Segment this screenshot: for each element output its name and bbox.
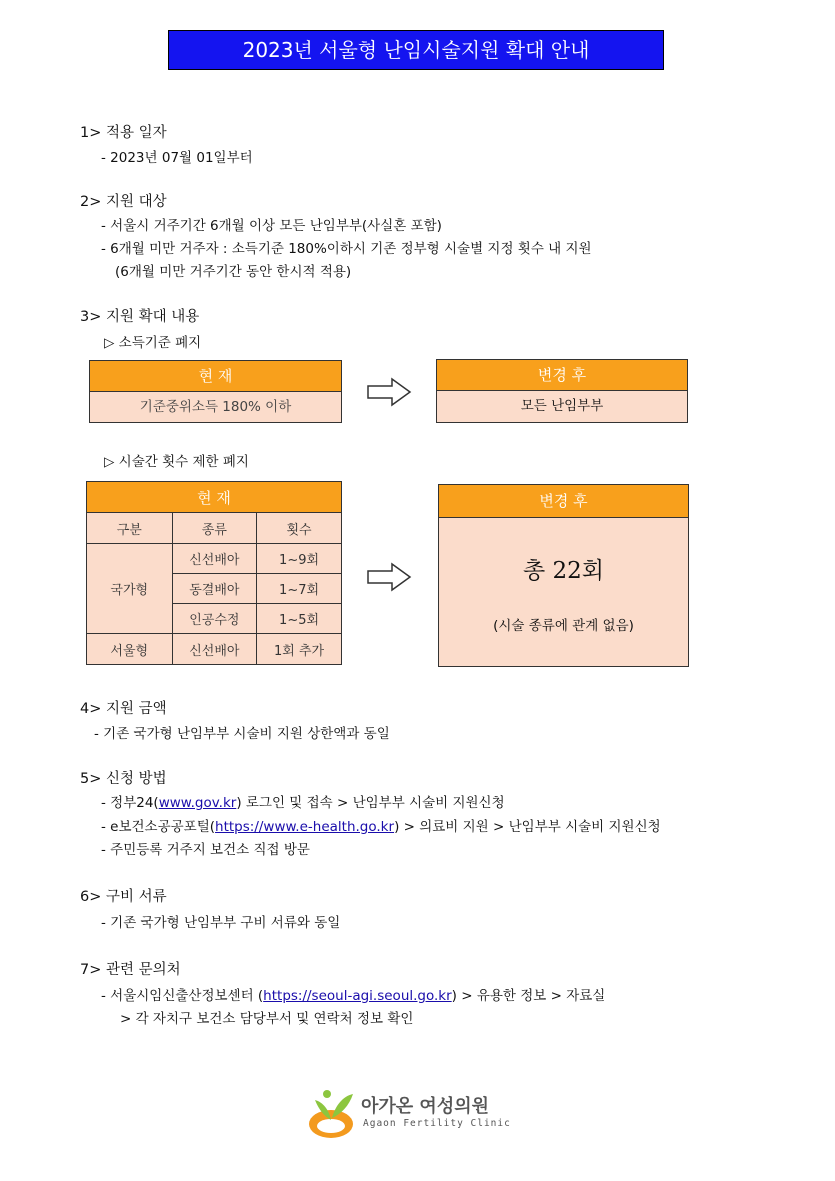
section2-heading: 2> 지원 대상 (80, 194, 167, 210)
table-head: 현 재 (87, 482, 342, 513)
section3-heading: 3> 지원 확대 내용 (80, 309, 200, 325)
section7-line1-pre: - 서울시임신출산정보센터 ( (101, 988, 264, 1004)
kind-cell: 동결배아 (172, 574, 257, 604)
table-row (87, 544, 342, 574)
col-header: 횟수 (257, 513, 342, 544)
section5-line2 (101, 815, 661, 835)
box1-current-body: 기준중위소득 180% 이하 (89, 391, 342, 423)
section3-sub2: ▷ 시술간 횟수 제한 폐지 (104, 454, 249, 470)
box2-note: (시술 종류에 관계 없음) (493, 618, 634, 634)
section2-line3: (6개월 미만 거주기간 동안 한시적 적용) (115, 264, 352, 280)
section6-heading: 6> 구비 서류 (80, 889, 167, 905)
section7-heading: 7> 관련 문의처 (80, 962, 181, 978)
arrow-right-icon (366, 562, 412, 592)
section5-line2-pre: - e보건소공공포털( (101, 819, 216, 835)
count-cell: 1회 추가 (257, 634, 342, 665)
section1-line1: - 2023년 07월 01일부터 (101, 150, 253, 166)
box1-after-head: 변경 후 (436, 359, 688, 391)
section2-line2: - 6개월 미만 거주자 : 소득기준 180%이하시 기존 정부형 시술별 지정 횟수 내 지원 (101, 241, 592, 257)
section5-line1 (101, 791, 505, 811)
col-header: 구분 (87, 513, 173, 544)
section7-line1 (101, 984, 605, 1004)
box1-after-body: 모든 난임부부 (436, 390, 688, 423)
logo-name-kr: 아가온 여성의원 (361, 1096, 489, 1117)
section3-sub1: ▷ 소득기준 폐지 (104, 335, 202, 351)
section7-line2: > 각 자치구 보건소 담당부서 및 연락처 정보 확인 (120, 1011, 414, 1027)
gov24-link[interactable]: www.gov.kr (158, 795, 237, 811)
box2-total: 총 22회 (522, 558, 604, 584)
current-limits-table (86, 481, 342, 665)
section5-heading: 5> 신청 방법 (80, 771, 167, 787)
section5-line1-pre: - 정부24( (101, 795, 159, 811)
section4-line1: - 기존 국가형 난임부부 시술비 지원 상한액과 동일 (94, 726, 390, 742)
section5-line1-post: ) 로그인 및 접속 > 난임부부 시술비 지원신청 (236, 795, 505, 811)
kind-cell: 인공수정 (172, 604, 257, 634)
count-cell: 1~5회 (257, 604, 342, 634)
logo-name-en: Agaon Fertility Clinic (363, 1118, 511, 1129)
box2-after-head: 변경 후 (438, 484, 689, 518)
col-header: 종류 (172, 513, 257, 544)
page-title: 2023년 서울형 난임시술지원 확대 안내 (168, 30, 664, 70)
sprout-logo-icon (305, 1086, 361, 1142)
ehealth-link[interactable]: https://www.e-health.go.kr (215, 819, 395, 835)
section4-heading: 4> 지원 금액 (80, 701, 167, 717)
count-cell: 1~9회 (257, 544, 342, 574)
section1-heading: 1> 적용 일자 (80, 125, 167, 141)
section2-line1: - 서울시 거주기간 6개월 이상 모든 난임부부(사실혼 포함) (101, 218, 442, 234)
section6-line1: - 기존 국가형 난임부부 구비 서류와 동일 (101, 915, 341, 931)
section7-line1-post: ) > 유용한 정보 > 자료실 (451, 988, 606, 1004)
box1-current-head: 현 재 (89, 360, 342, 392)
box2-after-body (438, 517, 689, 667)
group-national: 국가형 (87, 544, 173, 634)
section5-line3: - 주민등록 거주지 보건소 직접 방문 (101, 842, 310, 858)
arrow-right-icon (366, 377, 412, 407)
count-cell: 1~7회 (257, 574, 342, 604)
kind-cell: 신선배아 (172, 634, 257, 665)
table-row (87, 634, 342, 665)
clinic-logo (305, 1086, 535, 1146)
seoul-agi-link[interactable]: https://seoul-agi.seoul.go.kr (263, 988, 452, 1004)
kind-cell: 신선배아 (172, 544, 257, 574)
section5-line2-post: ) > 의료비 지원 > 난임부부 시술비 지원신청 (394, 819, 661, 835)
group-seoul: 서울형 (87, 634, 173, 665)
